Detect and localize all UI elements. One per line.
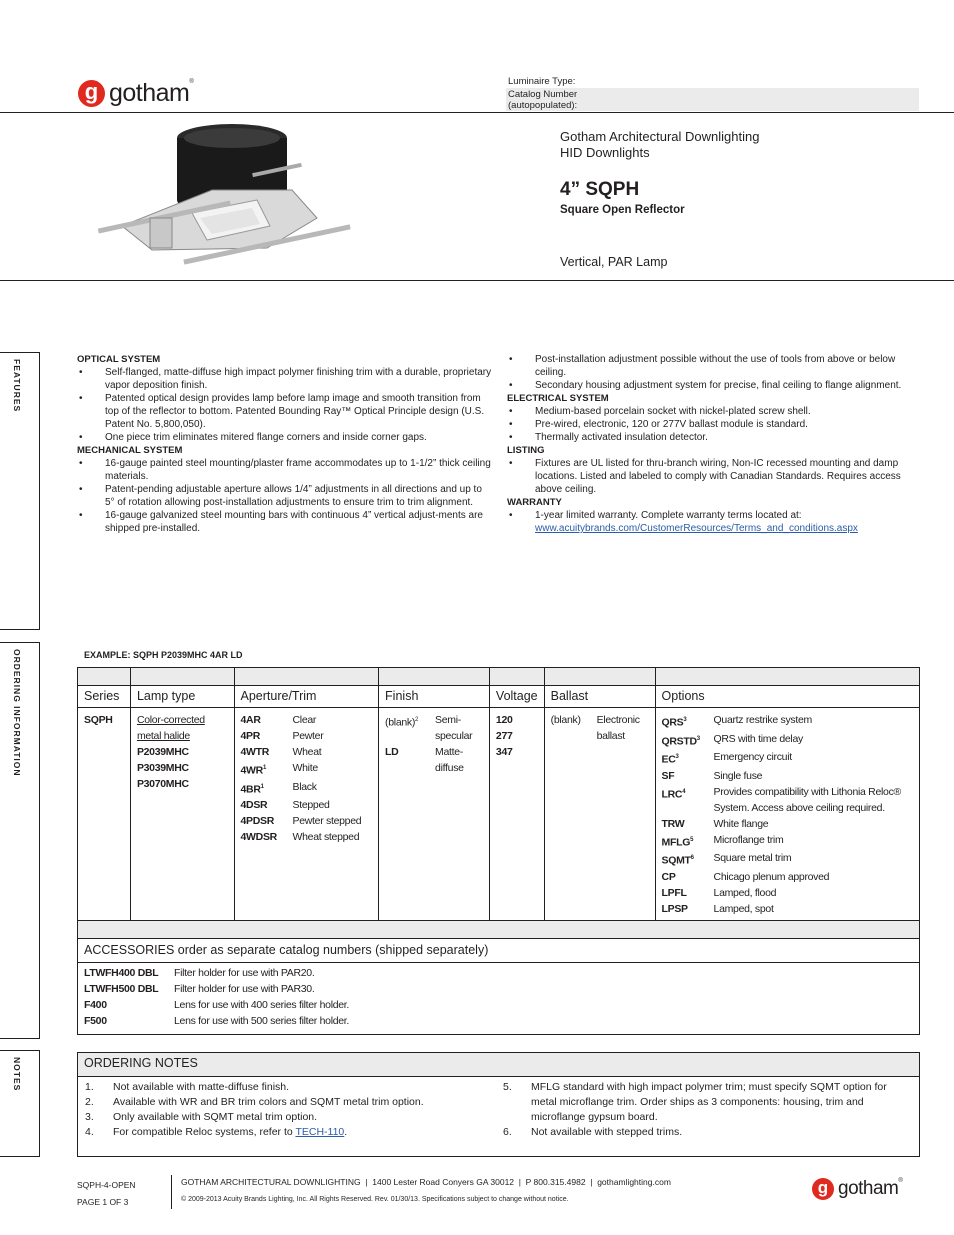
table-shading-row [78,668,920,686]
footer-divider [171,1175,172,1209]
column-header-lamp-type: Lamp type [130,686,234,708]
footer-gotham-logo [812,1178,902,1200]
list-item: • Medium-based porcelain socket with nickel-plated screw shell. [507,405,922,418]
list-item: • Secondary housing adjustment system for precise, final ceiling to flange alignment. [507,379,922,392]
options-cell: QRS$^3$ Quartz restrike system QRSTD$^3$ QRS with time delay $EC^3$ Emergency circuit SF Single fuse LRC$^4$ Provides compatibility with Lithonia Reloc® System. Access above ceiling required. TRW White flange MFLG$^5$ Microflange trim SQMT$^6$ Square metal trim CP Chicago plenum approved LPFL Lamped, flood LPSP Lamped, spot [655,708,919,922]
ordering-notes-body [78,1077,919,1143]
accessories-heading: ACCESSORIES order as separate catalog numbers (shipped separately) [78,939,919,963]
column-header-options: Options [655,686,919,708]
category-line-2: HID Downlights [560,145,650,160]
features-left-column [77,353,492,535]
features-right-column [507,353,922,535]
gotham-logo-mark: g [812,1178,834,1200]
gotham-logo [78,79,193,108]
gotham-logo-mark: g [78,80,105,107]
listing-list [507,457,922,496]
aperture-trim-cell: 4AR Clear 4PR Pewter 4WTR Wheat $4WR^1$ White $4BR^1$ Black 4DSR Stepped 4PDSR Pewter stepped 4WDSR Wheat stepped [234,708,379,922]
registered-mark: ® [189,79,194,85]
ordering-example: EXAMPLE: SQPH P2039MHC 4AR LD [84,650,243,660]
doc-id: SQPH-4-OPEN [77,1180,136,1190]
list-item: • Thermally activated insulation detector. [507,431,922,444]
list-item: • Patent-pending adjustable aperture allows 1/4” adjustments in all directions and up to 5° of rotation allowing post-installation adjustments to ensure trim to trim alignment. [77,483,492,509]
brand-name: gotham [109,79,190,107]
product-image [92,118,362,276]
list-item: • Self-flanged, matte-diffuse high impact polymer finishing trim with a durable, proprietary vapor deposition finish. [77,366,492,392]
ordering-notes-heading: ORDERING NOTES [78,1053,919,1077]
list-item: LTWFH400 DBL Filter holder for use with PAR20. [84,967,315,979]
category [560,129,759,161]
mechanical-system-list [77,457,492,535]
series-cell: SQPH [78,708,131,922]
listing-heading: LISTING [507,445,545,456]
luminaire-type-label: Luminaire Type: [508,76,576,87]
features-tab: FEATURES [0,352,40,630]
optical-system-heading: OPTICAL SYSTEM [77,354,161,365]
table-row [78,708,920,922]
list-item: • One piece trim eliminates mitered flange corners and inside corner gaps. [77,431,492,444]
column-header-aperture-trim: Aperture/Trim [234,686,379,708]
notes-left-column [85,1080,503,1140]
list-item: F500 Lens for use with 500 series filter holder. [84,1015,350,1027]
accessories-shading [78,921,919,939]
lamp-type-cell: Color-corrected metal halide P2039MHC P3039MHC P3070MHC [130,708,234,922]
footer-copyright: © 2009-2013 Acuity Brands Lighting, Inc. All Rights Reserved. Rev. 01/30/13. Specifications subject to change without notice. [181,1196,569,1203]
registered-mark: ® [898,1178,903,1184]
warranty-list [507,509,922,535]
ballast-cell: (blank) Electronic ballast [544,708,655,922]
category-line-1: Gotham Architectural Downlighting [560,129,760,144]
warranty-link[interactable]: www.acuitybrands.com/CustomerResources/Terms_and_conditions.aspx [535,523,858,534]
accessories-list [78,963,919,1031]
column-header-ballast: Ballast [544,686,655,708]
warranty-heading: WARRANTY [507,497,562,508]
table-header-row [78,686,920,708]
mount-info: Vertical, PAR Lamp [560,255,668,269]
ordering-notes-box [77,1052,920,1157]
list-item: • 16-gauge galvanized steel mounting bars with continuous 4” vertical adjust-ments are shipped pre-installed. [77,509,492,535]
footer-doc-info [77,1177,136,1211]
page-number: PAGE 1 OF 3 [77,1197,129,1207]
ordering-table-wrapper [77,667,920,922]
list-item: • Fixtures are UL listed for thru-branch wiring, Non-IC recessed mounting and damp locations. Listed and labeled to comply with Canadian Standards. Requires access above ceiling. [507,457,922,496]
ordering-table [77,667,920,922]
accessories-box [77,920,920,1035]
finish-cell: (blank)$^2$ Semi- specular LD Matte- diffuse [379,708,490,922]
list-item: 6. Not available with stepped trims. [503,1126,683,1138]
electrical-system-heading: ELECTRICAL SYSTEM [507,393,609,404]
product-subtitle: Square Open Reflector [560,204,685,216]
list-item: 4. For compatible Reloc systems, refer to TECH-110. [85,1126,348,1138]
list-item: • 16-gauge painted steel mounting/plaster frame accommodates up to 1-1/2” thick ceiling materials. [77,457,492,483]
notes-tab: NOTES [0,1050,40,1157]
list-item: • Pre-wired, electronic, 120 or 277V ballast module is standard. [507,418,922,431]
voltage-cell: 120 277 347 [489,708,544,922]
title-rule [0,280,954,281]
catalog-number-label: Catalog Number (autopopulated): [508,89,578,111]
column-header-finish: Finish [379,686,490,708]
optical-system-list [77,366,492,444]
brand-name: gotham [838,1178,899,1199]
column-header-series: Series [78,686,131,708]
tech-110-link[interactable]: TECH-110 [295,1126,345,1138]
list-item: 2. Available with WR and BR trim colors and SQMT metal trim option. [85,1096,424,1108]
list-item: • Post-installation adjustment possible without the use of tools from above or below ceiling. [507,353,922,379]
list-item: • Patented optical design provides lamp before lamp image and smooth transition from top of the reflector to bottom. Patented Bounding Ray™ Optical Principle design (U.S. Patent No. 5,800,050). [77,392,492,431]
mechanical-system-heading: MECHANICAL SYSTEM [77,445,183,456]
list-item: • 1-year limited warranty. Complete warranty terms located at: www.acuitybrands.com/CustomerResources/Terms_and_conditions.aspx [507,509,922,535]
list-item: LTWFH500 DBL Filter holder for use with PAR30. [84,983,315,995]
header-rule [0,112,954,113]
list-item: 5. MFLG standard with high impact polymer trim; must specify SQMT option for metal microflange trim. Order ships as 3 components: housing, trim and microflange gypsum board. [503,1081,887,1123]
electrical-system-list [507,405,922,444]
ordering-information-tab: ORDERING INFORMATION [0,642,40,1039]
list-item: 3. Only available with SQMT metal trim option. [85,1111,318,1123]
column-header-voltage: Voltage [489,686,544,708]
footer-address: GOTHAM ARCHITECTURAL DOWNLIGHTING | 1400 Lester Road Conyers GA 30012 | P 800.315.4982 | gothamlighting.com [181,1177,671,1187]
list-item: 1. Not available with matte-diffuse finish. [85,1081,290,1093]
product-title: 4” SQPH [560,179,640,200]
notes-right-column [503,1080,903,1140]
list-item: F400 Lens for use with 400 series filter holder. [84,999,350,1011]
mechanical-system-list-continued [507,353,922,392]
